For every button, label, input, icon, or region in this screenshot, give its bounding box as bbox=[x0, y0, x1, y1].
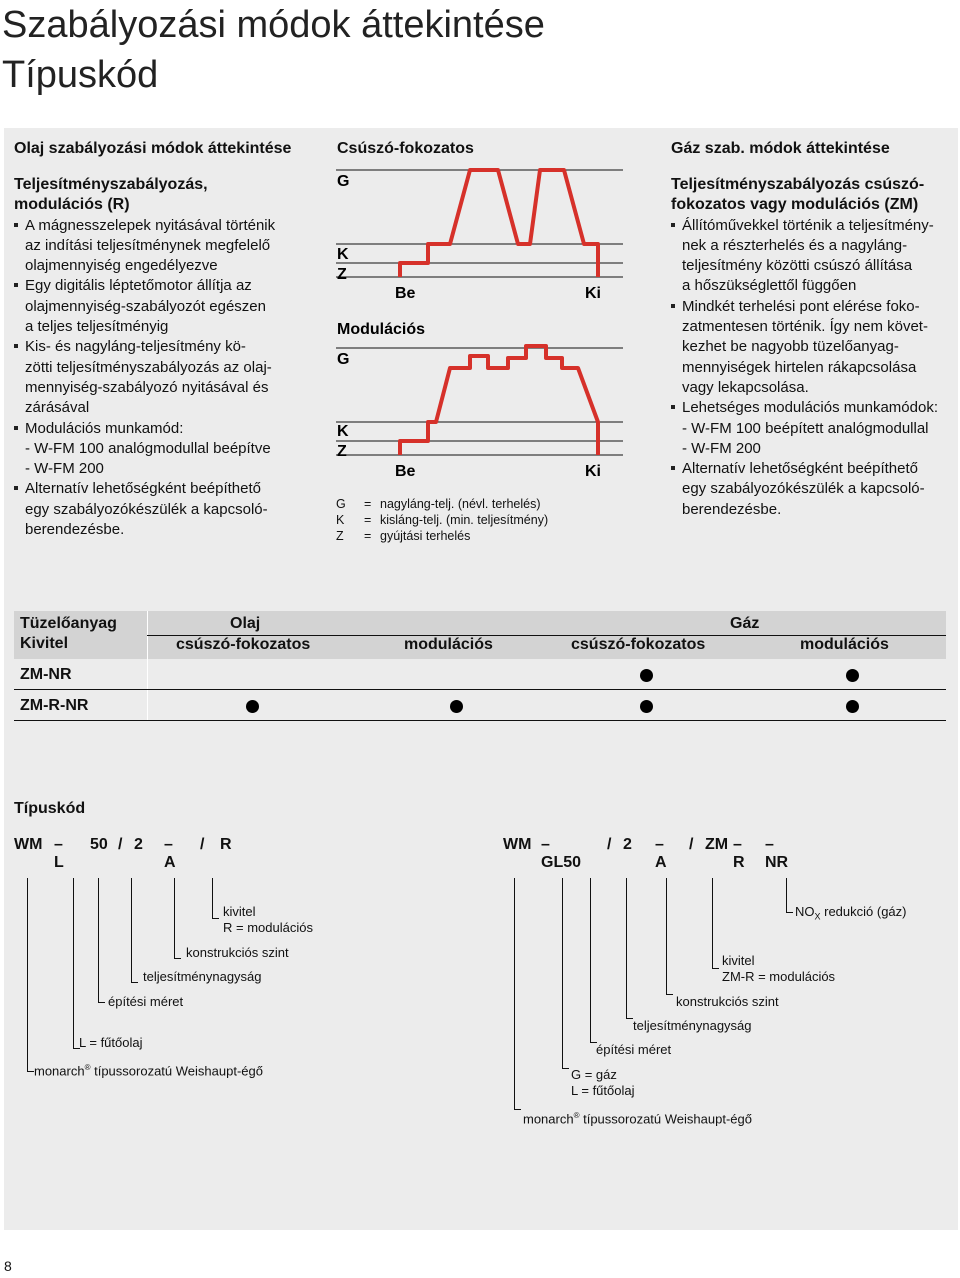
gas-code-r: – R bbox=[733, 836, 745, 871]
sliding-curve bbox=[400, 170, 598, 277]
availability-dot bbox=[846, 669, 859, 682]
oil-code-size: 50 bbox=[90, 836, 108, 853]
gas-bullet-list bbox=[671, 216, 956, 520]
legend-row bbox=[336, 512, 548, 528]
label-z-2: Z bbox=[337, 443, 347, 460]
label-on-2: Be bbox=[395, 463, 416, 480]
table-body bbox=[14, 659, 946, 721]
oil-code-a: –A bbox=[164, 836, 176, 871]
gas-bullet-3 bbox=[671, 398, 956, 459]
bracket-gas-wm bbox=[514, 878, 521, 1110]
legend-key: K bbox=[336, 513, 345, 527]
oil-column bbox=[14, 175, 314, 540]
oil-code-fuel: – L bbox=[54, 836, 64, 871]
gas-lbl-kivitel-2: ZM-R = modulációs bbox=[722, 969, 836, 984]
gas-bullet-line: Mindkét terhelési pont elérése foko- bbox=[682, 297, 920, 315]
operating-mode-diagram bbox=[330, 160, 630, 490]
oil-bullet-line: olajmennyiség engedélyezve bbox=[25, 257, 218, 275]
legend-eq: = bbox=[364, 529, 372, 543]
gas-bullet-line: Alternatív lehetőségként beépíthető bbox=[682, 460, 919, 478]
label-on-1: Be bbox=[395, 285, 416, 302]
oil-bullet-line: az indítási teljesítménynek megfelelő bbox=[25, 236, 271, 254]
oil-code-slash-2: / bbox=[200, 836, 205, 853]
bracket-gas-zmr bbox=[712, 878, 719, 969]
availability-dot bbox=[450, 700, 463, 713]
bracket-gas-fuel bbox=[562, 878, 569, 1069]
gas-bullet-line: nek a részterhelés és a nagyláng- bbox=[682, 236, 908, 254]
oil-bullet-1 bbox=[14, 216, 314, 277]
oil-bullet-line: berendezésbe. bbox=[25, 521, 125, 539]
gas-heading: Gáz szab. módok áttekintése bbox=[671, 140, 890, 157]
legend-eq: = bbox=[364, 513, 372, 527]
gas-series-b: típussorozatú Weishaupt-égő bbox=[579, 1111, 752, 1127]
oil-lbl-kivitel-1: kivitel bbox=[223, 904, 256, 919]
gas-bullet-line: egy szabályozókészülék a kapcsoló- bbox=[682, 480, 925, 498]
mode-overview-table bbox=[14, 611, 946, 721]
gas-bullet-2 bbox=[671, 297, 956, 398]
bracket-oil-level bbox=[131, 878, 138, 983]
gas-bullet-line: zatmentesen történik. Így nem követ- bbox=[682, 318, 928, 336]
gas-lbl-fuel-l: L = fűtőolaj bbox=[571, 1083, 635, 1098]
oil-bullet-line: - W-FM 100 analógmodullal beépítve bbox=[25, 439, 271, 457]
gas-bullet-line: Állítóművekkel történik a teljesítmény- bbox=[682, 216, 934, 234]
label-k-1: K bbox=[337, 246, 349, 263]
page-number: 8 bbox=[4, 1258, 12, 1274]
bracket-gas-level bbox=[626, 878, 633, 1019]
label-k-2: K bbox=[337, 423, 349, 440]
gas-lbl-nox bbox=[795, 904, 907, 925]
header-oil: Olaj bbox=[230, 615, 261, 632]
oil-lbl-power: teljesítménynagyság bbox=[143, 969, 262, 984]
label-z-1: Z bbox=[337, 266, 347, 283]
oil-bullet-line: A mágnesszelepek nyitásával történik bbox=[25, 216, 276, 234]
bracket-gas-size bbox=[590, 878, 597, 1043]
bracket-oil-size bbox=[98, 878, 105, 1003]
gas-bullet-line: Lehetséges modulációs munkamódok: bbox=[682, 399, 938, 417]
gas-lbl-series bbox=[523, 1108, 752, 1127]
gas-nox-sub: X bbox=[814, 911, 821, 922]
gas-code-wm: WM bbox=[503, 836, 532, 853]
legend-text: kisláng-telj. (min. teljesítmény) bbox=[380, 513, 549, 527]
oil-bullet-4 bbox=[14, 419, 314, 480]
header-oil-sliding: csúszó-fokozatos bbox=[176, 636, 311, 653]
availability-dot bbox=[846, 700, 859, 713]
gas-code-nr: – NR bbox=[765, 836, 789, 871]
gas-code-slash-1: / bbox=[607, 836, 612, 853]
bracket-gas-nr bbox=[786, 878, 793, 913]
gas-series-a: monarch bbox=[523, 1111, 574, 1127]
oil-bullet-line: - W-FM 200 bbox=[25, 460, 104, 478]
typecode-heading: Típuskód bbox=[14, 800, 86, 817]
label-off-1: Ki bbox=[585, 285, 601, 302]
gas-code-fuel-size: – GL50 bbox=[541, 836, 582, 871]
legend-key: Z bbox=[336, 529, 344, 543]
gas-code-slash-2: / bbox=[689, 836, 694, 853]
gas-nox-a: NO bbox=[795, 904, 815, 919]
oil-bullet-line: Modulációs munkamód: bbox=[25, 419, 184, 437]
oil-bullet-line: mennyiség-szabályozó nyitásával és bbox=[25, 378, 269, 396]
oil-series-b: típussorozatú Weishaupt-égő bbox=[90, 1063, 263, 1079]
gas-bullet-line: mennyiségek hirtelen rákapcsolása bbox=[682, 358, 917, 376]
gas-bullet-1 bbox=[671, 216, 956, 297]
gas-bullet-line: berendezésbe. bbox=[682, 500, 782, 518]
oil-lbl-fuel: L = fűtőolaj bbox=[79, 1035, 143, 1050]
modulating-curve bbox=[400, 346, 598, 455]
oil-heading: Olaj szabályozási módok áttekintése bbox=[14, 140, 292, 157]
gas-column bbox=[671, 175, 956, 520]
oil-code-wm: WM bbox=[14, 836, 43, 853]
diagram-heading: Csúszó-fokozatos bbox=[337, 140, 474, 157]
oil-series-sup: ® bbox=[84, 1063, 91, 1072]
modulating-heading: Modulációs bbox=[337, 321, 426, 338]
legend-key: G bbox=[336, 497, 346, 511]
oil-bullet-line: zárásával bbox=[25, 399, 90, 417]
oil-lbl-kivitel bbox=[223, 904, 313, 936]
gas-lbl-construction: konstrukciós szint bbox=[676, 994, 779, 1009]
bracket-oil-fuel bbox=[73, 878, 80, 1049]
oil-bullet-2 bbox=[14, 276, 314, 337]
availability-dot bbox=[640, 700, 653, 713]
gas-bullet-line: kezhet be nagyobb tüzelőanyag- bbox=[682, 338, 899, 356]
title-line-2: Típuskód bbox=[2, 54, 159, 96]
gas-bullet-line: - W-FM 100 beépített analógmodullal bbox=[682, 419, 929, 437]
oil-code-r: R bbox=[220, 836, 232, 853]
bracket-oil-wm bbox=[27, 878, 34, 1072]
gas-code-level: 2 bbox=[623, 836, 632, 853]
diagram-legend bbox=[336, 496, 548, 544]
legend-row bbox=[336, 528, 548, 544]
gas-bullet-line: vagy lekapcsolása. bbox=[682, 378, 809, 396]
row-name: ZM-R-NR bbox=[20, 697, 89, 714]
gas-lbl-size: építési méret bbox=[596, 1042, 672, 1057]
header-gas-sliding: csúszó-fokozatos bbox=[571, 636, 706, 653]
label-g-2: G bbox=[337, 351, 350, 368]
bracket-gas-a bbox=[666, 878, 673, 995]
oil-subheading-2: modulációs (R) bbox=[14, 196, 130, 214]
oil-subheading-1: Teljesítményszabályozás, bbox=[14, 176, 208, 193]
gas-bullet-line: - W-FM 200 bbox=[682, 439, 761, 457]
page-title bbox=[2, 0, 545, 100]
oil-code-slash-1: / bbox=[118, 836, 123, 853]
row-name: ZM-NR bbox=[20, 666, 72, 683]
header-fuel: Tüzelőanyag bbox=[20, 615, 117, 632]
oil-code-level: 2 bbox=[134, 836, 143, 853]
oil-bullet-line: Kis- és nagyláng-teljesítmény kö- bbox=[25, 338, 246, 356]
oil-series-a: monarch bbox=[34, 1063, 85, 1079]
gas-code-zm: ZM bbox=[705, 836, 729, 853]
header-oil-modulating: modulációs bbox=[404, 636, 493, 653]
legend-row bbox=[336, 496, 548, 512]
oil-bullet-line: egy szabályozókészülék a kapcsoló- bbox=[25, 500, 268, 518]
gas-code-a: –A bbox=[655, 836, 667, 871]
header-gas: Gáz bbox=[730, 615, 760, 632]
oil-bullet-line: olajmennyiség-szabályozót egészen bbox=[25, 297, 266, 315]
gas-lbl-power: teljesítménynagyság bbox=[633, 1018, 752, 1033]
gas-lbl-fuel-g: G = gáz bbox=[571, 1067, 617, 1082]
gas-bullet-4 bbox=[671, 459, 956, 520]
bracket-oil-a bbox=[174, 878, 181, 959]
oil-bullet-line: Egy digitális léptetőmotor állítja az bbox=[25, 277, 252, 295]
label-off-2: Ki bbox=[585, 463, 601, 480]
legend-text: gyújtási terhelés bbox=[380, 529, 471, 543]
oil-bullet-line: a teljes teljesítményig bbox=[25, 318, 169, 336]
gas-series-sup: ® bbox=[573, 1111, 580, 1120]
header-gas-modulating: modulációs bbox=[800, 636, 889, 653]
oil-lbl-kivitel-2: R = modulációs bbox=[223, 920, 313, 935]
gas-lbl-kivitel bbox=[722, 953, 835, 985]
oil-bullet-line: zötti teljesítményszabályozás az olaj- bbox=[25, 358, 272, 376]
header-model: Kivitel bbox=[20, 635, 69, 652]
title-line-1: Szabályozási módok áttekintése bbox=[2, 4, 545, 46]
gas-lbl-fuel bbox=[571, 1067, 634, 1099]
oil-lbl-series bbox=[34, 1060, 263, 1079]
oil-bullet-list bbox=[14, 216, 314, 541]
oil-bullet-5 bbox=[14, 479, 314, 540]
availability-dot bbox=[246, 700, 259, 713]
gas-subheading-2: fokozatos vagy modulációs (ZM) bbox=[671, 196, 919, 214]
oil-lbl-construction: konstrukciós szint bbox=[186, 945, 289, 960]
legend-text: nagyláng-telj. (névl. terhelés) bbox=[380, 497, 541, 511]
label-g-1: G bbox=[337, 173, 350, 190]
oil-bullet-3 bbox=[14, 337, 314, 418]
legend-eq: = bbox=[364, 497, 372, 511]
bracket-oil-r bbox=[212, 878, 219, 919]
oil-lbl-size: építési méret bbox=[108, 994, 184, 1009]
availability-dot bbox=[640, 669, 653, 682]
gas-bullet-line: a hőszükséglettől függően bbox=[682, 277, 857, 295]
gas-lbl-kivitel-1: kivitel bbox=[722, 953, 755, 968]
gas-subheading-1: Teljesítményszabályozás csúszó- bbox=[671, 176, 925, 193]
gas-nox-b: redukció (gáz) bbox=[820, 904, 907, 919]
oil-bullet-line: Alternatív lehetőségként beépíthető bbox=[25, 480, 262, 498]
gas-bullet-line: teljesítmény közötti csúszó állítása bbox=[682, 257, 913, 275]
